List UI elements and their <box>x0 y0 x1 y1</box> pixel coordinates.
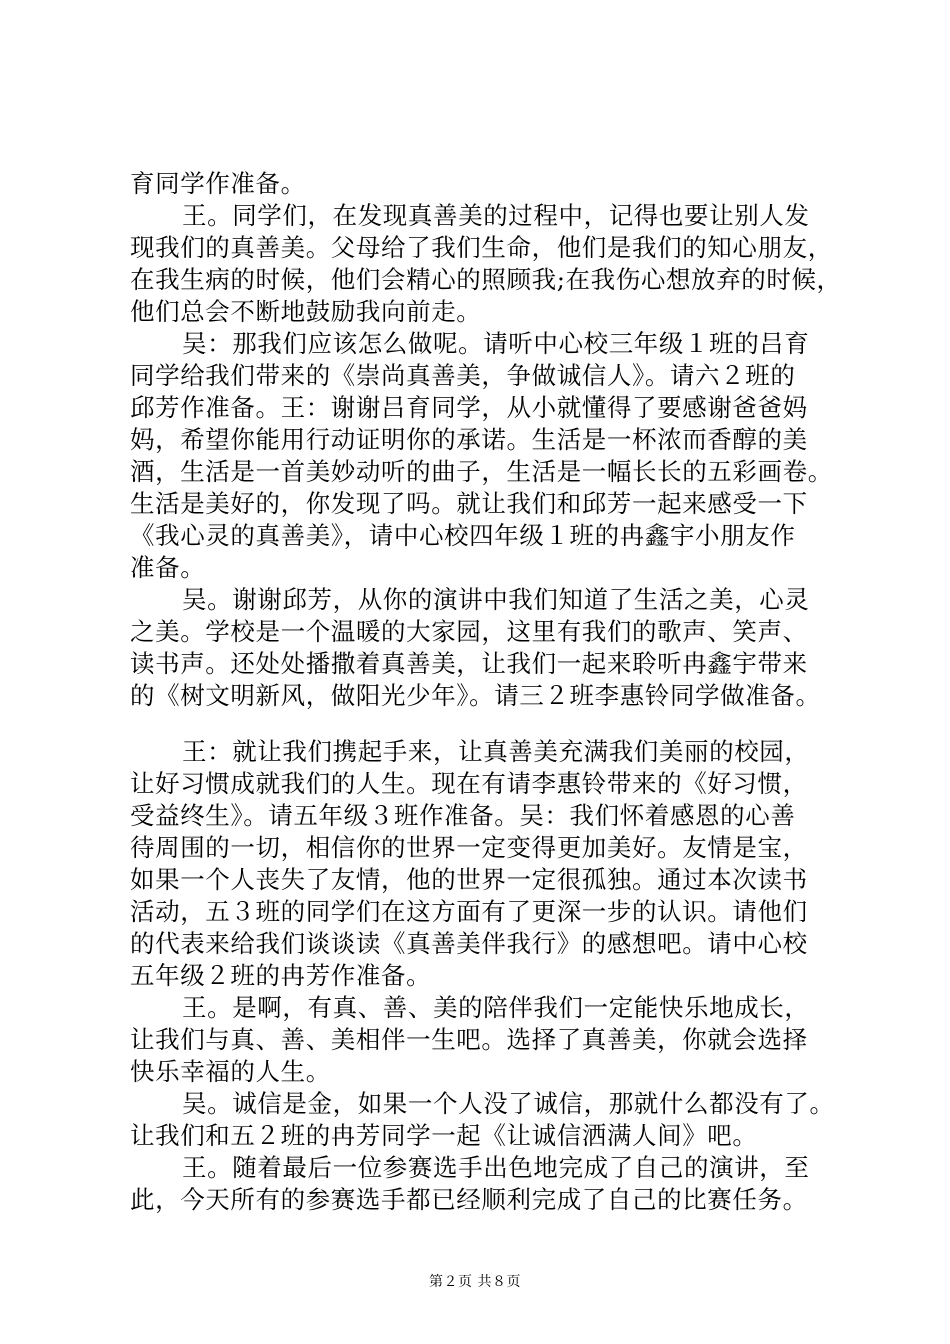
text-line: 现我们的真善美。父母给了我们生命，他们是我们的知心朋友， <box>130 233 833 262</box>
text-line: 快乐幸福的人生。 <box>130 1057 331 1086</box>
text-line: 《我心灵的真善美》，请中心校四年级１班的冉鑫宇小朋友作 <box>130 521 796 550</box>
text-line: 邱芳作准备。王：谢谢吕育同学，从小就懂得了要感谢爸爸妈 <box>130 393 808 422</box>
text-line: 受益终生》。请五年级３班作准备。吴：我们怀着感恩的心善 <box>130 801 796 830</box>
text-line: 读书声。还处处播撒着真善美，让我们一起来聆听冉鑫宇带来 <box>130 649 808 678</box>
paragraph-first-line: 王。同学们，在发现真善美的过程中，记得也要让别人发 <box>182 201 810 230</box>
paragraph-first-line: 王。随着最后一位参赛选手出色地完成了自己的演讲，至 <box>182 1153 810 1182</box>
text-line: 在我生病的时候，他们会精心的照顾我;在我伤心想放弃的时候， <box>130 265 842 294</box>
page-number-label: 第２页 共８页 <box>429 1274 521 1290</box>
text-line: 妈，希望你能用行动证明你的承诺。生活是一杯浓而香醇的美 <box>130 425 808 454</box>
paragraph-gap <box>130 712 850 736</box>
text-line: 准备。 <box>130 553 206 582</box>
text-line: 让我们与真、善、美相伴一生吧。选择了真善美，你就会选择 <box>130 1025 808 1054</box>
text-line: 让我们和五２班的冉芳同学一起《让诚信洒满人间》吧。 <box>130 1121 758 1150</box>
document-body <box>130 168 850 1216</box>
text-line: 五年级２班的冉芳作准备。 <box>130 961 432 990</box>
paragraph-first-line: 吴。诚信是金，如果一个人没了诚信，那就什么都没有了。 <box>182 1089 835 1118</box>
text-line: 育同学作准备。 <box>130 169 306 198</box>
text-line: 如果一个人丧失了友情，他的世界一定很孤独。通过本次读书 <box>130 865 808 894</box>
text-line: 活动，五３班的同学们在这方面有了更深一步的认识。请他们 <box>130 897 808 926</box>
text-line: 之美。学校是一个温暖的大家园，这里有我们的歌声、笑声、 <box>130 617 808 646</box>
text-line: 他们总会不断地鼓励我向前走。 <box>130 297 482 326</box>
text-line: 生活是美好的，你发现了吗。就让我们和邱芳一起来感受一下 <box>130 489 808 518</box>
text-line: 的代表来给我们谈谈读《真善美伴我行》的感想吧。请中心校 <box>130 929 808 958</box>
paragraph-first-line: 王：就让我们携起手来，让真善美充满我们美丽的校园， <box>182 737 810 766</box>
text-line: 的《树文明新风，做阳光少年》。请三２班李惠铃同学做准备。 <box>130 681 821 710</box>
text-line: 同学给我们带来的《崇尚真善美，争做诚信人》。请六２班的 <box>130 361 796 390</box>
paragraph-first-line: 王。是啊，有真、善、美的陪伴我们一定能快乐地成长， <box>182 993 810 1022</box>
paragraph-first-line: 吴：那我们应该怎么做呢。请听中心校三年级１班的吕育 <box>182 329 810 358</box>
text-line: 让好习惯成就我们的人生。现在有请李惠铃带来的《好习惯， <box>130 769 808 798</box>
text-line: 此，今天所有的参赛选手都已经顺利完成了自己的比赛任务。 <box>130 1185 808 1214</box>
text-line: 待周围的一切，相信你的世界一定变得更加美好。友情是宝， <box>130 833 808 862</box>
paragraph-first-line: 吴。谢谢邱芳，从你的演讲中我们知道了生活之美，心灵 <box>182 585 810 614</box>
page-footer <box>0 1271 950 1291</box>
text-line: 酒，生活是一首美妙动听的曲子，生活是一幅长长的五彩画卷。 <box>130 457 833 486</box>
